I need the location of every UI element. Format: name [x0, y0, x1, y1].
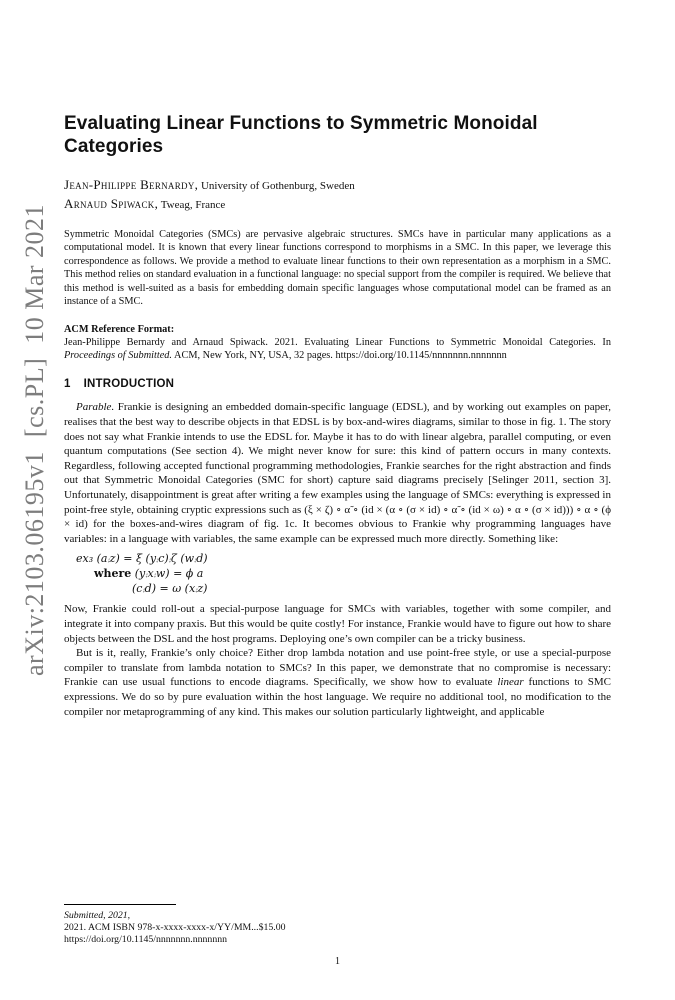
equation-line: (c⨾d) = ω (x⨾z): [132, 582, 208, 596]
equation-block: [64, 551, 611, 596]
emphasized-word: linear: [497, 676, 524, 689]
equation-line: [94, 566, 611, 581]
abstract-text: Symmetric Monoidal Categories (SMCs) are pervasive algebraic structures. SMCs have in particular many applications as a computational model. It is known that every linear functions correspond to morphisms in a SMC. In this paper, we leverage this correspondence as follows. We provide a method to evaluate linear functions to their own representation as a morphism in a SMC. This method relies on standard evaluation in a functional language: no special support from the compiler is required. We believe that this method is well-suited as a basis for embedding domain specific languages whose computational model can be framed as an instance of a SMC.: [64, 229, 611, 308]
paragraph-text: But is it, really, Frankie’s only choice? Either drop lambda notation and use point-free style, or use a special-purpose compiler to translate from lambda notation to SMCs? In this paper, we demonstrate that no compromise is necessary: Frankie can use usual functions to encode diagrams. Specifically, we show how to evaluate: [64, 647, 611, 689]
paragraph-text: functions to SMC expressions. We do so by pure evaluation within the host language. We require no additional tool, no modification to the compiler nor metaprogramming of any kind. This makes our solution particularly lightweight, and applicable: [64, 676, 611, 718]
author-name: Jean-Philippe Bernardy,: [64, 177, 199, 192]
paper-title: Evaluating Linear Functions to Symmetric Monoidal Categories: [64, 113, 538, 157]
acm-reference-heading: ACM Reference Format:: [64, 324, 175, 336]
parable-lead-in: Parable.: [76, 401, 115, 414]
equation-text: (y⨾x⨾w) = ϕ a: [131, 567, 204, 581]
intro-paragraph-1: [64, 400, 611, 546]
author-line: [64, 195, 611, 214]
acm-reference-text: Jean-Philippe Bernardy and Arnaud Spiwack. 2021. Evaluating Linear Functions to Symmetric Monoidal Categories. In: [64, 337, 611, 349]
paragraph-text: Frankie is designing an embedded domain-specific language (EDSL), and by working out examples on paper, realises that the best way to describe objects in that EDSL is by box-and-wires diagrams, similar to those in fig. 1. The story does not say what Frankie intends to use the EDSL for. Maybe it has to do with linear algebra, parallel computing, or even quantum computations (See section 4). We might never know for sure: this kind of pattern occurs in many contexts. Regardless, following accepted functional programming methodologies, Frankie searches for the right abstraction and finds out that Symmetric Monoidal Categories (SMC for short) capture said diagrams precisely [Selinger 2011, section 3]. Unfortunately, disappointment is great after writing a few examples using the language of SMCs: everything is expressed in point-free style, obtaining cryptic expressions such as (ξ × ζ) ∘ α̃ ∘ (id × (α ∘ (σ × id) ∘ α̃ ∘ (id × ω) ∘ α ∘ (σ × id))) ∘ α ∘ (ϕ × id) for the boxes-and-wires diagram of fig. 1c. It becomes obvious to Frankie why programming languages have variables: in a language with variables, the same example can be expressed much more directly. Something like:: [64, 401, 611, 545]
author-affiliation: University of Gothenburg, Sweden: [200, 180, 355, 192]
equation-line: ex₃ (a⨾z) = ξ (y⨾c)⨾ζ (w⨾d): [76, 552, 208, 566]
section-heading-introduction: [64, 378, 611, 390]
footer-venue-line: Submitted, 2021,: [64, 910, 131, 921]
where-keyword: where: [94, 567, 132, 581]
author-affiliation: Tweag, France: [160, 199, 226, 211]
page-number: 1: [335, 956, 340, 967]
intro-paragraph-2: Now, Frankie could roll-out a special-purpose language for SMCs with variables, together with some compiler, and integrate it into company praxis. But this would be quite costly! For instance, Frankie would have to figure out how to share objects between the DSL and the host programs. Deploying one’s own compiler can be a tricky business.: [64, 603, 611, 645]
paper-content: [64, 112, 611, 719]
footer-doi-link[interactable]: https://doi.org/10.1145/nnnnnnn.nnnnnnn: [64, 933, 228, 945]
author-name: Arnaud Spiwack,: [64, 196, 159, 211]
authors-block: [64, 176, 611, 214]
intro-paragraph-3: [64, 646, 611, 719]
arxiv-watermark: arXiv:2103.06195v1 [cs.PL] 10 Mar 2021: [20, 203, 49, 676]
section-number: 1: [64, 378, 71, 391]
doi-link[interactable]: https://doi.org/10.1145/nnnnnnn.nnnnnnn: [335, 350, 507, 362]
acm-reference-venue: Proceedings of Submitted.: [64, 350, 173, 362]
acm-reference-text: ACM, New York, NY, USA, 32 pages.: [172, 350, 336, 362]
footer-isbn-line: 2021. ACM ISBN 978-x-xxxx-xxxx-x/YY/MM...$15.00: [64, 921, 286, 933]
author-line: [64, 176, 611, 195]
footnote-rule: [64, 904, 176, 905]
acm-reference-block: [64, 323, 611, 362]
section-title: INTRODUCTION: [83, 378, 175, 391]
footnote-block: [64, 904, 611, 945]
